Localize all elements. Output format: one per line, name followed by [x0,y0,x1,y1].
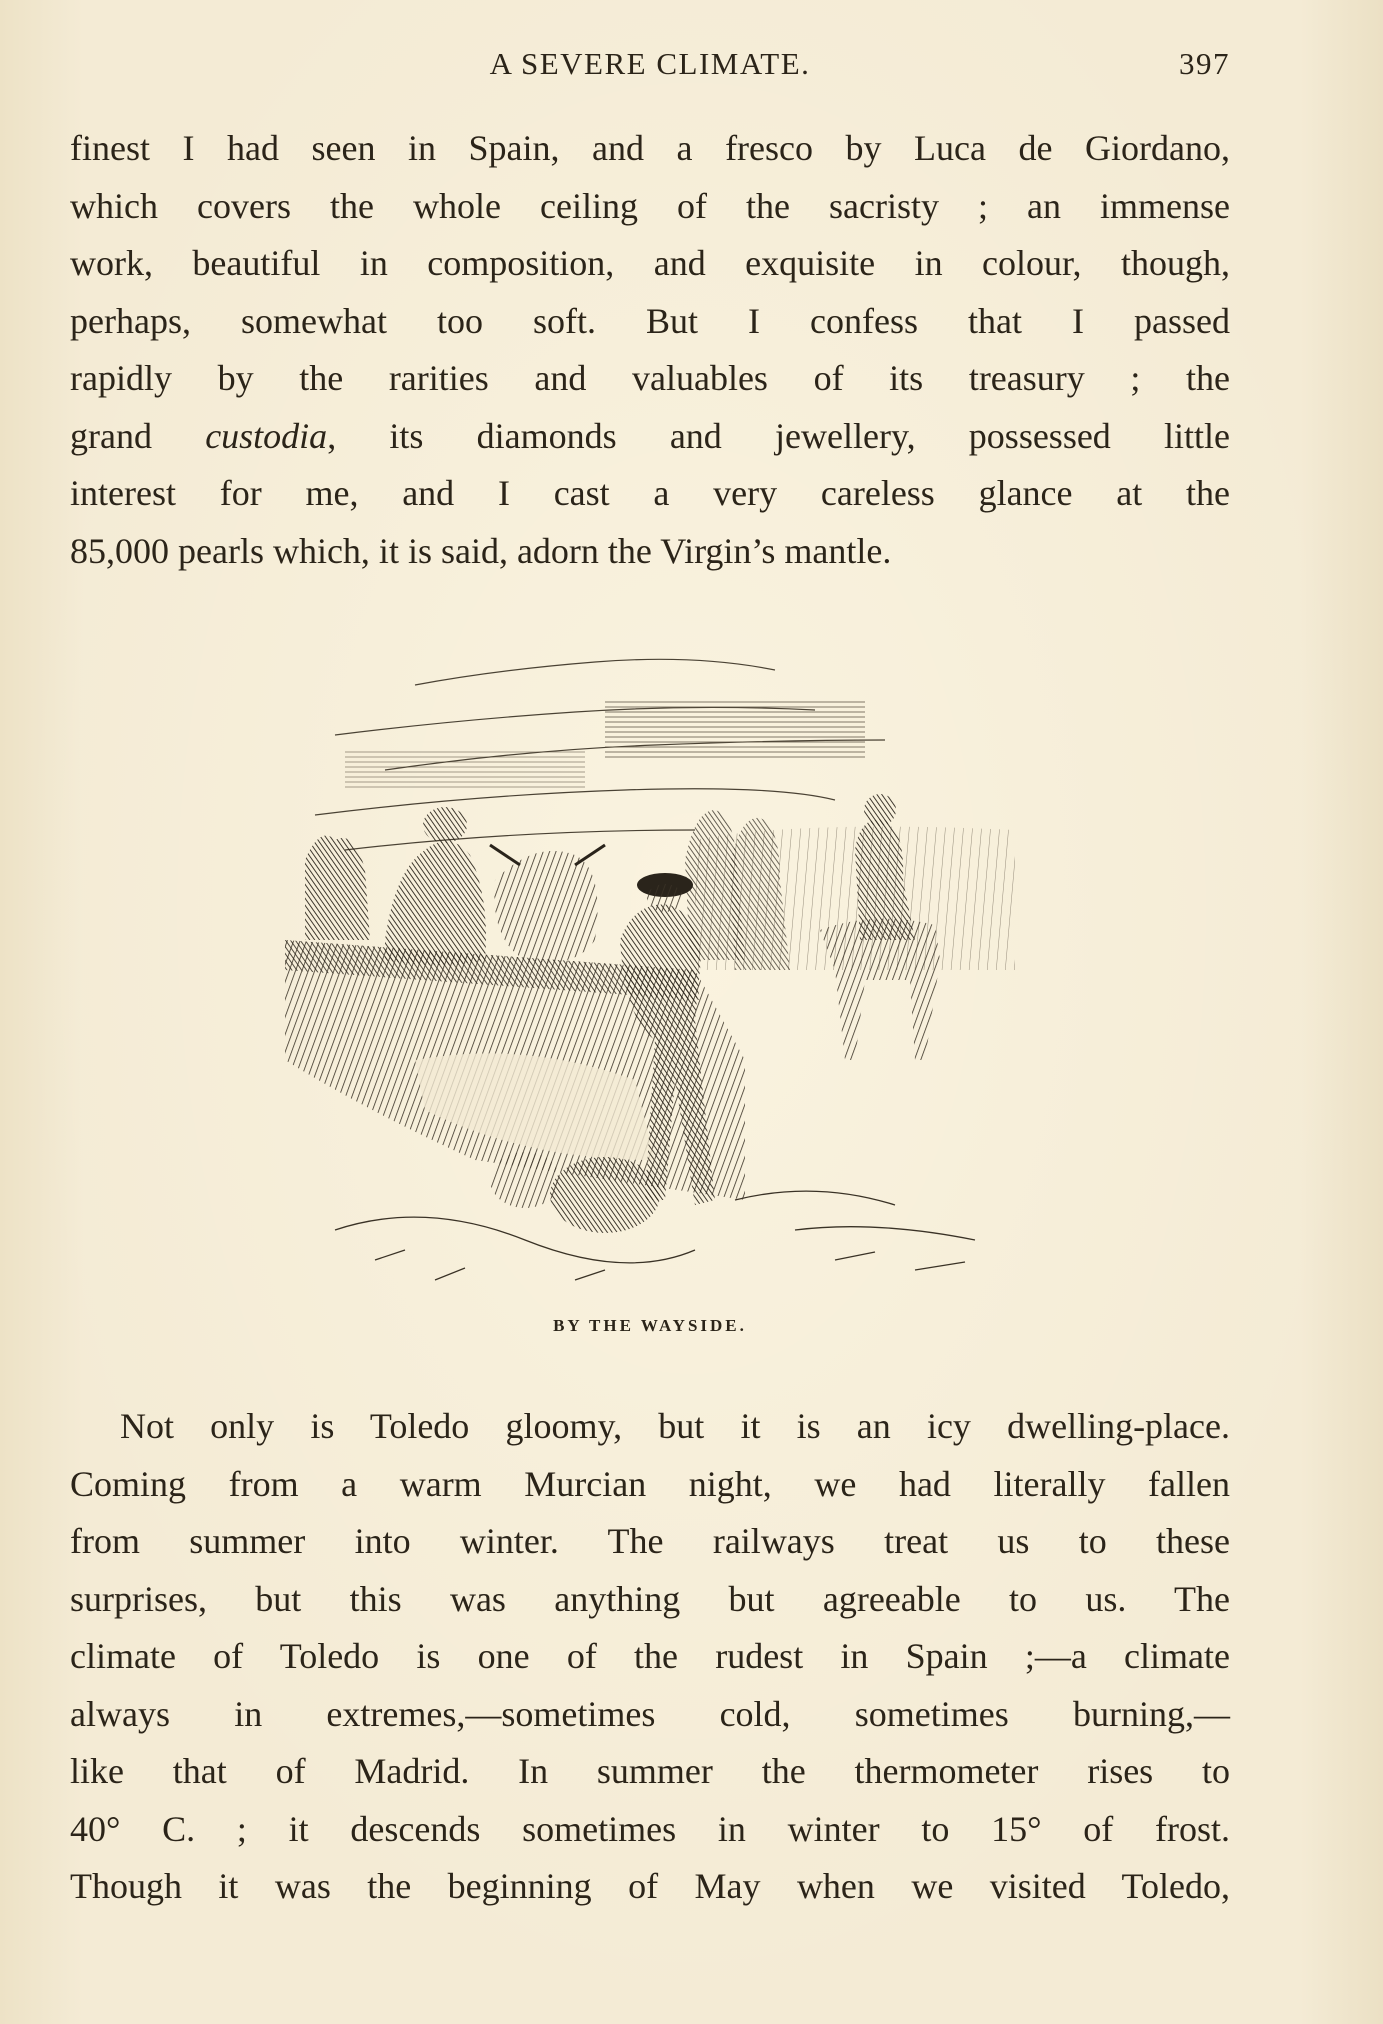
text-line: which covers the whole ceiling of the sacristy ; an immense [70,185,1230,226]
text-line: perhaps, somewhat too soft. But I confess that I passed [70,300,1230,341]
running-head [70,44,1230,88]
text-line: from summer into winter. The railways treat us to these [70,1521,1230,1561]
running-title: A SEVERE CLIMATE. [489,46,811,81]
text-line: Not only is Toledo gloomy, but it is an icy dwelling-place. [120,1406,1230,1446]
text-line-custodia [70,408,1230,466]
page-number: 397 [1179,46,1230,81]
illustration-caption: BY THE WAYSIDE. [553,1316,747,1335]
italic-word-custodia: custodia [205,415,328,456]
engraving-illustration [275,640,1025,1290]
paragraph-continued [70,120,1230,580]
text-fragment: grand [70,415,206,456]
text-line: 40° C. ; it descends sometimes in winter to 15° of frost. [70,1808,1230,1849]
text-line: surprises, but this was anything but agreeable to us. The [70,1578,1230,1619]
text-line: climate of Toledo is one of the rudest in Spain ;—a climate [70,1636,1230,1676]
text-line: interest for me, and I cast a very careless glance at the [70,473,1230,513]
text-fragment: , its diamonds and jewellery, possessed little [327,415,1231,456]
text-line: Coming from a warm Murcian night, we had literally fallen [70,1463,1230,1504]
text-line: Though it was the beginning of May when we visited Toledo, [70,1866,1230,1906]
text-line: 85,000 pearls which, it is said, adorn the Virgin’s mantle. [70,530,892,571]
text-line: work, beautiful in composition, and exquisite in colour, though, [70,243,1230,283]
text-line: always in extremes,—sometimes cold, sometimes burning,— [70,1693,1230,1734]
text-line: rapidly by the rarities and valuables of its treasury ; the [70,358,1230,398]
text-line: like that of Madrid. In summer the thermometer rises to [70,1751,1230,1791]
paragraph [70,1398,1230,1916]
text-line: finest I had seen in Spain, and a fresco by Luca de Giordano, [70,128,1230,168]
